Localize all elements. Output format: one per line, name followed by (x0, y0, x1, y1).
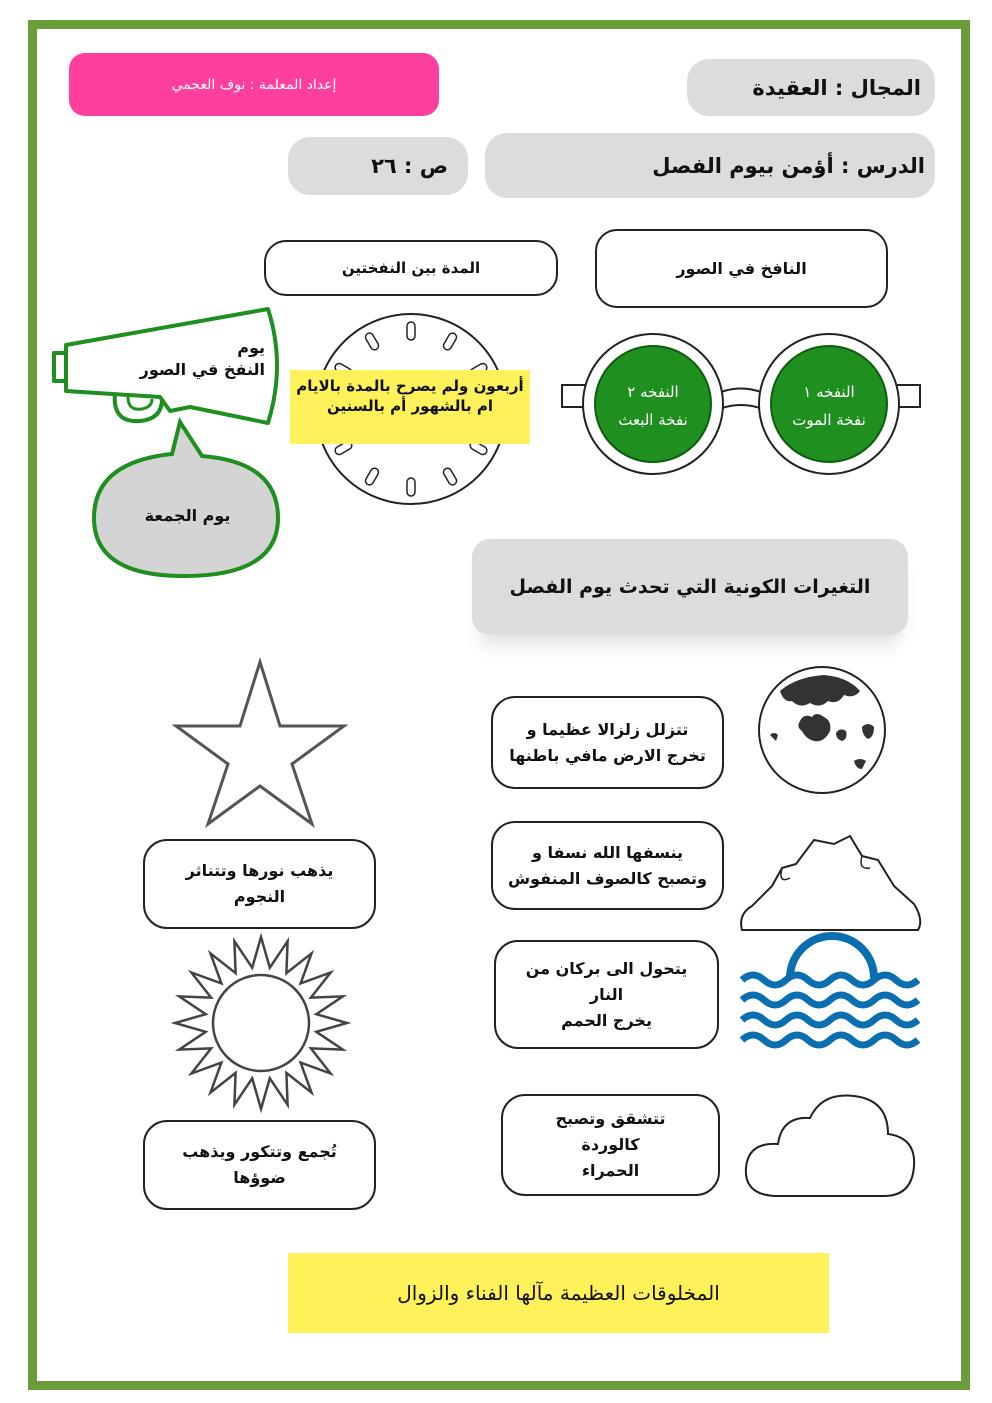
mountains-box (491, 821, 724, 910)
sky-line3: الحمراء (581, 1161, 640, 1180)
star-icon (174, 660, 346, 826)
clock-tick (407, 478, 415, 496)
stars-line2: النجوم (233, 887, 286, 906)
mountains-line1: ينسفها الله نسفا و (531, 842, 684, 862)
blast-two-line1: النفخه ٢ (627, 383, 679, 401)
sky-line2: كالوردة (581, 1135, 640, 1154)
period-answer-line1: أربعون ولم يصرح بالمدة بالايام (296, 377, 524, 395)
earth-box (491, 696, 724, 789)
seas-line3: يخرج الحمم (561, 1010, 652, 1030)
teacher-badge (69, 53, 439, 116)
sun-icon (172, 934, 350, 1112)
blast-one-line1: النفخه ١ (803, 383, 855, 401)
clock-tick (407, 322, 415, 340)
mountains-line2: وتصبح كالصوف المنفوش (508, 868, 707, 888)
period-answer (290, 370, 530, 444)
changes-title: التغيرات الكونية التي تحدث يوم الفصل (509, 576, 871, 598)
period-answer-line2: ام بالشهور أم بالسنين (327, 397, 493, 415)
footer-banner (288, 1253, 829, 1333)
page-number: ص : ٢٦ (371, 154, 448, 178)
sea-icon (742, 930, 920, 1056)
seas-line1: يتحول الى بركان من (525, 958, 688, 978)
cloud-icon (744, 1090, 918, 1200)
blast-one (769, 378, 889, 434)
globe-icon (750, 665, 896, 795)
page-number-pill (288, 137, 468, 195)
sun-box (143, 1120, 376, 1210)
earth-line1: تتزلل زلزالا عظيما و (526, 719, 689, 739)
blast-one-line2: نفخة الموت (792, 411, 866, 429)
horn-line2: النفخ في الصور (139, 360, 265, 379)
blast-two-line2: نفخة البعث (618, 411, 688, 429)
mountain-icon (738, 834, 924, 934)
domain-label: المجال : العقيدة (752, 75, 921, 100)
stars-line1: يذهب نورها وتتناثر (185, 861, 334, 880)
horn-line1: يوم (237, 338, 265, 357)
horn-text (120, 337, 265, 381)
lesson-title: الدرس : أؤمن بيوم الفصل (652, 153, 925, 178)
stars-box (143, 839, 376, 929)
changes-title-box (472, 539, 908, 635)
sun-line1: تُجمع وتتكور ويذهب (182, 1142, 337, 1161)
trumpeter-label: النافخ في الصور (676, 259, 807, 278)
footer-text: المخلوقات العظيمة مآلها الفناء والزوال (397, 1281, 720, 1305)
seas-box (494, 940, 719, 1049)
trumpeter-box (595, 229, 888, 308)
period-box (264, 240, 558, 296)
bubble-label: يوم الجمعة (144, 505, 231, 525)
blast-two (593, 378, 713, 434)
sky-line1: تتشقق وتصبح (555, 1109, 666, 1128)
earth-line2: تخرج الارض مافي باطنها (509, 745, 706, 765)
seas-line2: النار (589, 984, 624, 1004)
period-label: المدة بين النفختين (341, 259, 481, 277)
sky-box (501, 1094, 720, 1196)
teacher-name: إعداد المعلمة : نوف العجمي (171, 76, 337, 93)
domain-pill (687, 59, 935, 116)
bubble-text (100, 480, 275, 550)
lesson-pill (485, 133, 935, 198)
sun-line2: ضوؤها (233, 1168, 286, 1187)
